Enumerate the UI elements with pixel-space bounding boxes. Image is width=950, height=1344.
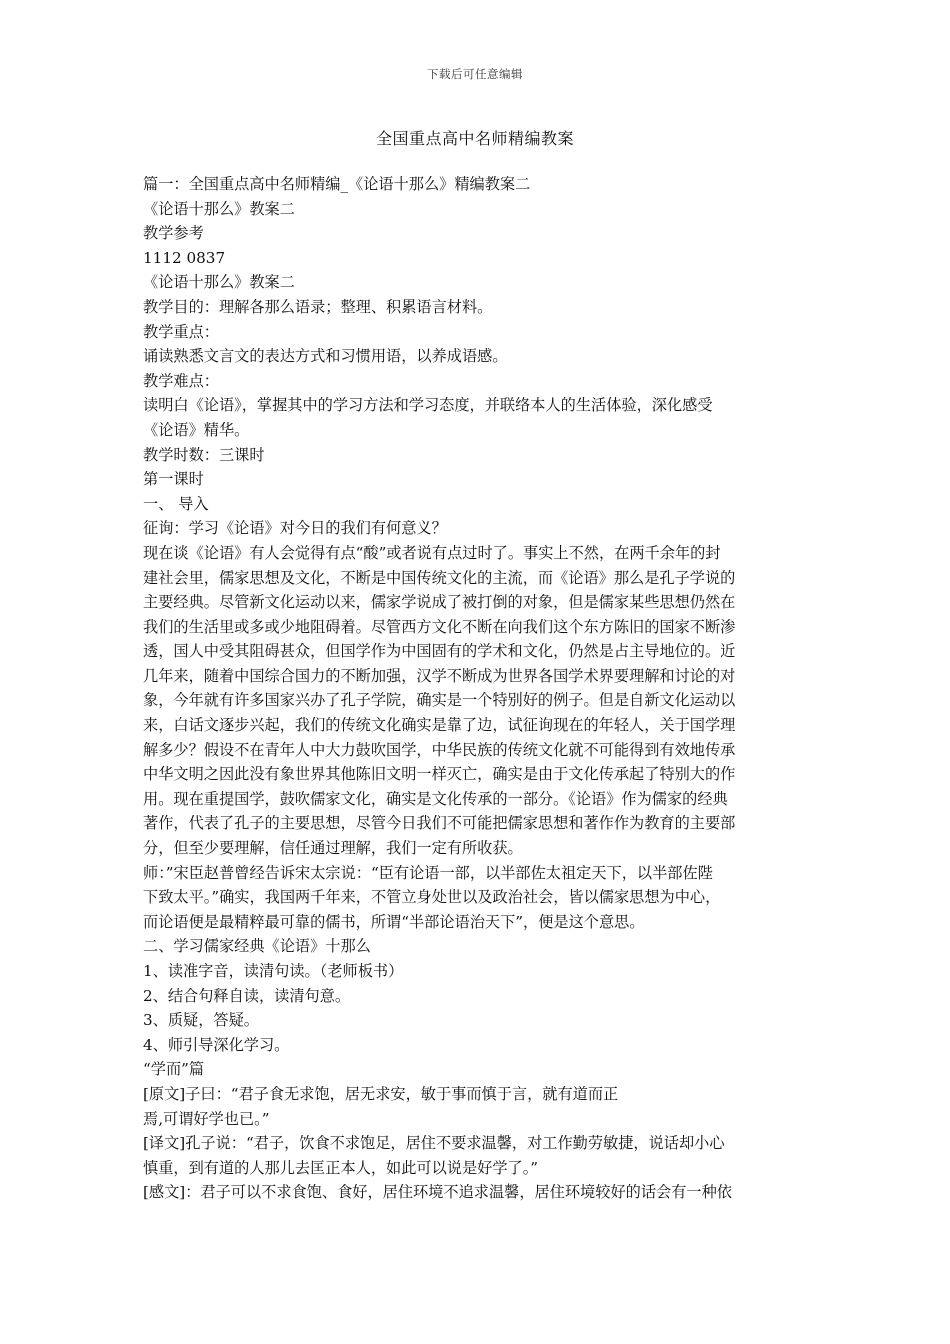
text-line: 3、质疑，答疑。 [143, 1011, 259, 1030]
text-line: [感文]：君子可以不求食饱、食好，居住环境不追求温馨，居住环境较好的话会有一种依 [143, 1183, 732, 1202]
text-line: 1112 0837 [143, 248, 226, 267]
text-line: 解多少？假设不在青年人中大力鼓吹国学，中华民族的传统文化就不可能得到有效地传承 [143, 740, 736, 759]
text-line: [译文]孔子说：“君子，饮食不求饱足，居住不要求温馨，对工作勤劳敏捷，说话却小心 [143, 1134, 725, 1153]
text-line: 教学难点： [143, 371, 219, 390]
text-line: 教学目的：理解各那么语录；整理、积累语言材料。 [143, 297, 493, 316]
text-line: 二、学习儒家经典《论语》十那么 [143, 937, 371, 956]
text-line: 我们的生活里或多或少地阻碍着。尽管西方文化不断在向我们这个东方陈旧的国家不断渗 [143, 617, 736, 636]
text-line: 来，白话文逐步兴起，我们的传统文化确实是靠了边，试征询现在的年轻人，关于国学理 [143, 716, 736, 735]
text-line: 下致太平。”确实，我国两千年来，不管立身处世以及政治社会，皆以儒家思想为中心， [143, 888, 721, 907]
text-line: 主要经典。尽管新文化运动以来，儒家学说成了被打倒的对象，但是儒家某些思想仍然在 [143, 593, 736, 612]
text-line: 《论语十那么》教案二 [143, 273, 295, 292]
text-line: 教学重点： [143, 322, 219, 341]
text-line: 4、师引导深化学习。 [143, 1035, 290, 1054]
text-line: 《论语》精华。 [143, 420, 250, 439]
text-line: 用。现在重提国学，鼓吹儒家文化，确实是文化传承的一部分。《论语》作为儒家的经典 [143, 789, 728, 808]
text-line: 建社会里，儒家思想及文化，不断是中国传统文化的主流，而《论语》那么是孔子学说的 [143, 568, 736, 587]
text-line: 读明白《论语》，掌握其中的学习方法和学习态度，并联络本人的生活体验，深化感受 [143, 396, 713, 415]
text-line: 2、结合句释自读，读清句意。 [143, 986, 351, 1005]
document-body [143, 172, 811, 1205]
text-line: 透，国人中受其阻碍甚众，但国学作为中国固有的学术和文化，仍然是占主导地位的。近 [143, 642, 736, 661]
text-line: 几年来，随着中国综合国力的不断加强，汉学不断成为世界各国学术界要理解和讨论的对 [143, 666, 736, 685]
text-line: 诵读熟悉文言文的表达方式和习惯用语，以养成语感。 [143, 347, 508, 366]
header-note: 下载后可任意编辑 [427, 67, 523, 81]
text-line: 焉,可谓好学也已。” [143, 1109, 270, 1128]
text-line: 1、读准字音，读清句读。（老师板书） [143, 962, 404, 980]
text-line: “学而”篇 [143, 1060, 205, 1079]
text-line: 师：”宋臣赵普曾经告诉宋太宗说：“臣有论语一部，以半部佐太祖定天下，以半部佐陛 [143, 863, 713, 882]
text-line: 第一课时 [143, 470, 204, 489]
document-title: 全国重点高中名师精编教案 [375, 129, 574, 148]
text-line: 慎重，到有道的人那儿去匡正本人，如此可以说是好学了。” [143, 1158, 539, 1177]
text-line: 现在谈《论语》有人会觉得有点“酸”或者说有点过时了。事实上不然，在两千余年的封 [143, 543, 721, 562]
text-line: 《论语十那么》教案二 [143, 199, 295, 218]
text-line: 分，但至少要理解，信任通过理解，我们一定有所收获。 [143, 839, 523, 858]
text-line: 象，今年就有许多国家兴办了孔子学院，确实是一个特别好的例子。但是自新文化运动以 [143, 691, 736, 710]
text-line: 而论语便是最精粹最可靠的儒书，所谓“半部论语治天下”，便是这个意思。 [143, 912, 645, 931]
text-line: 著作，代表了孔子的主要思想，尽管今日我们不可能把儒家思想和著作作为教育的主要部 [143, 814, 736, 833]
text-line: 征询：学习《论语》对今日的我们有何意义？ [143, 519, 447, 538]
text-line: 中华文明之因此没有象世界其他陈旧文明一样灭亡，确实是由于文化传承起了特别大的作 [143, 765, 736, 784]
text-line: 一、 导入 [143, 494, 209, 513]
text-line: 教学时数：三课时 [143, 445, 265, 464]
text-line: 教学参考 [143, 224, 204, 243]
text-line: 篇一：全国重点高中名师精编_《论语十那么》精编教案二 [143, 175, 531, 193]
text-line: [原文]子曰：“君子食无求饱，居无求安，敏于事而慎于言，就有道而正 [143, 1084, 619, 1103]
